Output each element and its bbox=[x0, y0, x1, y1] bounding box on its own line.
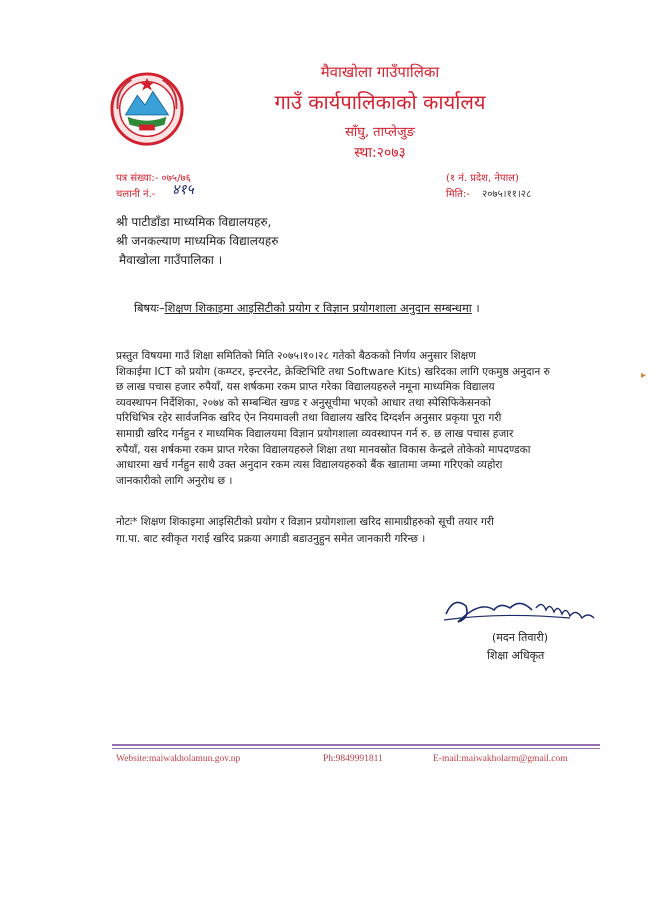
recipient-line: श्री पाटीडाँडा माध्यमिक विद्यालयहरु, bbox=[116, 215, 272, 229]
note-line: गा.पा. बाट स्वीकृत गराई खरिद प्रक्रया अगाडी बडाउनुहुन समेत जानकारी गरिन्छ । bbox=[116, 532, 426, 545]
municipality-name: मैवाखोला गाउँपालिका bbox=[320, 63, 440, 81]
dispatch-label: चलानी नं.- bbox=[116, 189, 156, 200]
footer-rule bbox=[112, 748, 600, 749]
body-line: आधारमा खर्च गर्नहुन साथै उक्त अनुदान रकम त्यस विद्यालयहरुको बैंक खातामा जम्मा गरिएको व्यहोरा bbox=[116, 459, 503, 472]
province-label: (१ नं. प्रदेश, नेपाल) bbox=[446, 173, 519, 184]
footer-email: E-mail:maiwakholarm@gmail.com bbox=[433, 754, 568, 764]
body-line: छ लाख पचास हजार रुपैयाँ, यस शर्षकमा रकम प्राप्त गरेका विद्यालयहरुले नमूना माध्यमिक विद्यालय bbox=[116, 381, 495, 394]
signer-name: (मदन तिवारी) bbox=[492, 631, 549, 644]
reference-number: पत्र संख्या:- ०७५/७६ bbox=[116, 173, 191, 184]
recipient-line: मैवाखोला गाउँपालिका । bbox=[119, 253, 223, 267]
body-line: शिकाईमा ICT को प्रयोग (कम्प्टर, इन्टरनेट, क्रेक्टिभिटि तथा Software Kits) खरिदका लागि एकमुष्ठ अनुदान रु bbox=[116, 365, 551, 378]
body-line: प्रस्तुत विषयमा गाउँ शिक्षा समितिको मिति २०७५।१०।२८ गतेको बैठकको निर्णय अनुसार शिक्षण bbox=[116, 350, 476, 362]
letter-body bbox=[116, 349, 600, 489]
footer-rule bbox=[112, 744, 600, 746]
note-block bbox=[116, 514, 600, 547]
stray-mark: ▸ bbox=[641, 370, 647, 381]
recipient-line: श्री जनकल्याण माध्यमिक विद्यालयहरु bbox=[116, 234, 279, 248]
body-line: रुपैयाँ, यस शर्षकमा रकम प्राप्त गरेका विद्यालयहरुले शिक्षा तथा मानवस्रोत विकास केन्द्रले तोकेको मापदण्डका bbox=[116, 443, 531, 456]
body-line: सामाग्री खरिद गर्नहुन र माध्यमिक विद्यालयमा विज्ञान प्रयोगशाला व्यवस्थापन गर्न रु. छ लाख पचास हजार bbox=[116, 427, 514, 440]
note-line: नोटः* शिक्षण शिकाइमा आइसिटीको प्रयोग र विज्ञान प्रयोगशाला खरिद सामाग्रीहरुको सूची तयार गरी bbox=[116, 516, 494, 528]
subject-text: शिक्षण शिकाइमा आइसिटीको प्रयोग र विज्ञान प्रयोगशाला अनुदान सम्बन्धमा bbox=[164, 301, 472, 315]
established-year: स्था:२०७३ bbox=[354, 145, 406, 161]
footer-phone: Ph:9849991811 bbox=[323, 754, 383, 764]
subject-end: । bbox=[475, 301, 480, 315]
date-value: २०७५।११।२८ bbox=[482, 189, 532, 200]
subject-label: बिषयः– bbox=[134, 301, 165, 315]
office-location: साँघु, ताप्लेजुङ bbox=[345, 125, 415, 140]
dispatch-number: ४१५ bbox=[172, 182, 194, 198]
signer-title: शिक्षा अधिकृत bbox=[487, 649, 545, 662]
body-line: जानकारीको लागि अनुरोध छ । bbox=[116, 474, 233, 487]
date-label: मिति:- bbox=[446, 189, 470, 200]
body-line: परिधिभित्र रहेर सार्वजनिक खरिद ऐन नियमावली तथा विद्यालय खरिद दिग्दर्शन अनुसार प्रकृया पूरा गरी bbox=[116, 412, 502, 425]
nepal-emblem-logo bbox=[108, 70, 186, 148]
handwritten-signature bbox=[440, 592, 610, 632]
office-name: गाउँ कार्यपालिकाको कार्यालय bbox=[274, 90, 486, 114]
body-line: व्यवस्थापन निर्देशिका, २०७४ को सम्बन्धित खण्ड र अनुसूचीमा भएको आधार तथा स्पेसिफिकेसनको bbox=[116, 396, 491, 409]
footer-website: Website:maiwakholamun.gov.np bbox=[116, 754, 241, 764]
subject-line bbox=[134, 301, 480, 316]
